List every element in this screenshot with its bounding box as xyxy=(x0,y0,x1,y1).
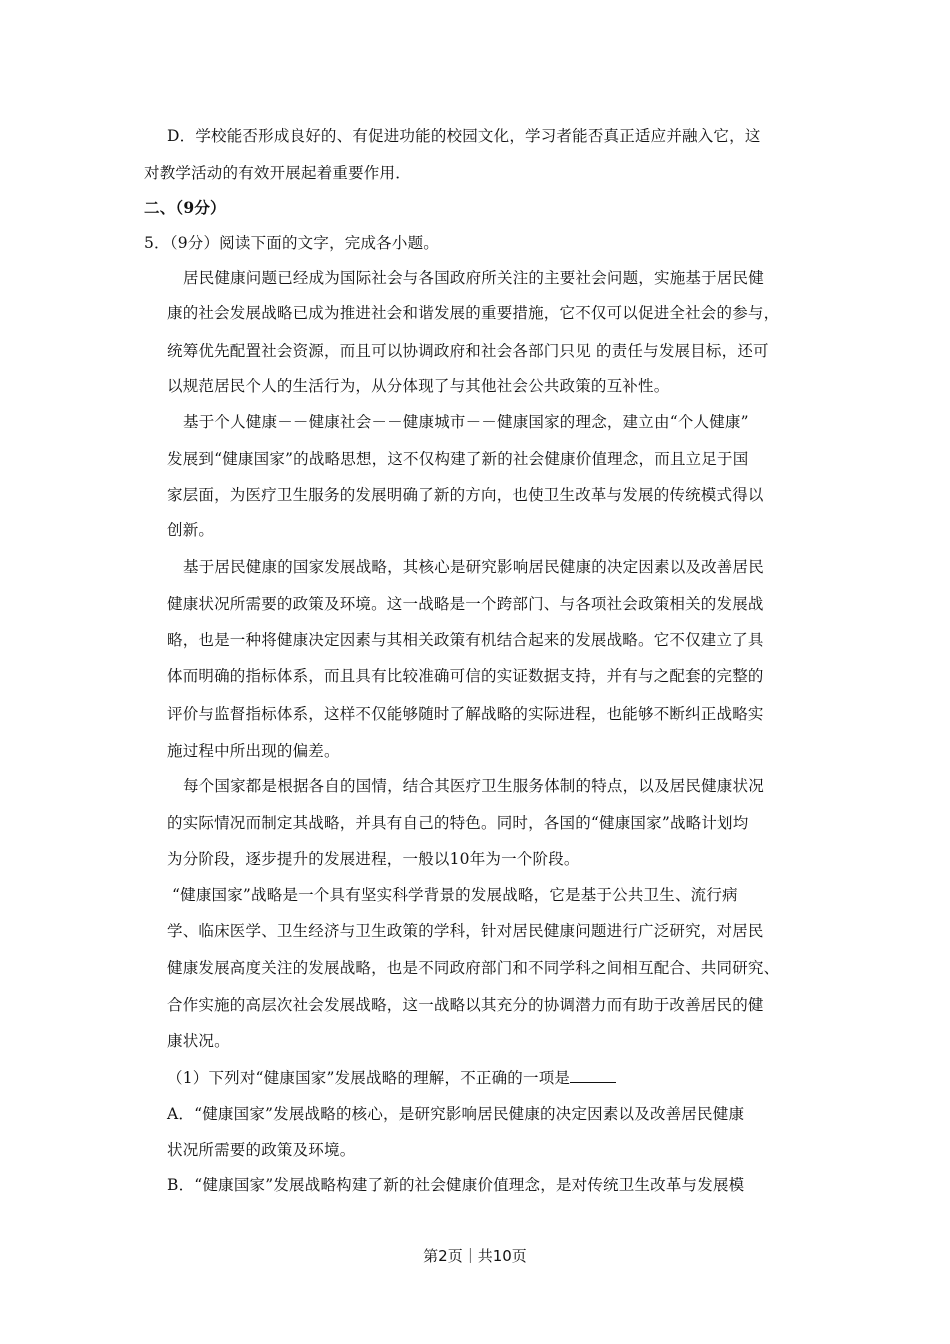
passage-p4-line1: 每个国家都是根据各自的国情，结合其医疗卫生服务体制的特点，以及居民健康状况 xyxy=(183,777,764,795)
passage-p2-line2: 发展到“健康国家”的战略思想，这不仅构建了新的社会健康价值理念，而且立足于国 xyxy=(167,450,749,468)
passage-p5-line3: 健康发展高度关注的发展战略，也是不同政府部门和不同学科之间相互配合、共同研究、 xyxy=(167,959,780,977)
option-b-line1: B．“健康国家”发展战略构建了新的社会健康价值理念，是对传统卫生改革与发展模 xyxy=(167,1176,745,1194)
page-footer: 第2页｜共10页 xyxy=(423,1247,527,1265)
passage-p3-line2: 健康状况所需要的政策及环境。这一战略是一个跨部门、与各项社会政策相关的发展战 xyxy=(167,595,764,613)
q4-option-d-line1: D．学校能否形成良好的、有促进功能的校园文化，学习者能否真正适应并融入它，这 xyxy=(167,127,761,145)
passage-p2-line3: 家层面，为医疗卫生服务的发展明确了新的方向，也使卫生改革与发展的传统模式得以 xyxy=(167,486,764,504)
passage-p1-line1: 居民健康问题已经成为国际社会与各国政府所关注的主要社会问题，实施基于居民健 xyxy=(183,269,764,287)
sub-question-1-text: （1）下列对“健康国家”发展战略的理解，不正确的一项是 xyxy=(167,1069,571,1087)
passage-p5-line2: 学、临床医学、卫生经济与卫生政策的学科，针对居民健康问题进行广泛研究，对居民 xyxy=(167,922,764,940)
passage-p4-line3: 为分阶段，逐步提升的发展进程，一般以10年为一个阶段。 xyxy=(167,850,580,868)
passage-p3-line6: 施过程中所出现的偏差。 xyxy=(167,742,340,760)
option-a-line1: A．“健康国家”发展战略的核心，是研究影响居民健康的决定因素以及改善居民健康 xyxy=(167,1105,745,1123)
answer-blank xyxy=(570,1067,616,1083)
passage-p1-line4: 以规范居民个人的生活行为，从分体现了与其他社会公共政策的互补性。 xyxy=(167,377,670,395)
sub-question-1 xyxy=(167,1067,616,1088)
passage-p1-line2: 康的社会发展战略已成为推进社会和谐发展的重要措施，它不仅可以促进全社会的参与， xyxy=(167,304,780,322)
q5-stem: 5．（9分）阅读下面的文字，完成各小题。 xyxy=(144,234,439,252)
passage-p5-line5: 康状况。 xyxy=(167,1032,230,1050)
q4-option-d-line2: 对教学活动的有效开展起着重要作用． xyxy=(144,164,411,182)
section-heading: 二、（9分） xyxy=(144,198,226,217)
passage-p1-line3: 统筹优先配置社会资源，而且可以协调政府和社会各部门只见 的责任与发展目标，还可 xyxy=(167,342,769,360)
passage-p5-line1: “健康国家”战略是一个具有坚实科学背景的发展战略，它是基于公共卫生、流行病 xyxy=(172,886,738,904)
passage-p3-line4: 体而明确的指标体系，而且具有比较准确可信的实证数据支持，并有与之配套的完整的 xyxy=(167,667,764,685)
passage-p2-line1: 基于个人健康－－健康社会－－健康城市－－健康国家的理念，建立由“个人健康” xyxy=(183,413,749,431)
passage-p3-line1: 基于居民健康的国家发展战略，其核心是研究影响居民健康的决定因素以及改善居民 xyxy=(183,558,764,576)
passage-p4-line2: 的实际情况而制定其战略，并具有自己的特色。同时，各国的“健康国家”战略计划均 xyxy=(167,814,749,832)
option-a-line2: 状况所需要的政策及环境。 xyxy=(167,1141,356,1159)
passage-p3-line3: 略，也是一种将健康决定因素与其相关政策有机结合起来的发展战略。它不仅建立了具 xyxy=(167,631,764,649)
passage-p5-line4: 合作实施的高层次社会发展战略，这一战略以其充分的协调潜力而有助于改善居民的健 xyxy=(167,996,764,1014)
passage-p2-line4: 创新。 xyxy=(167,521,215,539)
passage-p3-line5: 评价与监督指标体系，这样不仅能够随时了解战略的实际进程，也能够不断纠正战略实 xyxy=(167,705,764,723)
